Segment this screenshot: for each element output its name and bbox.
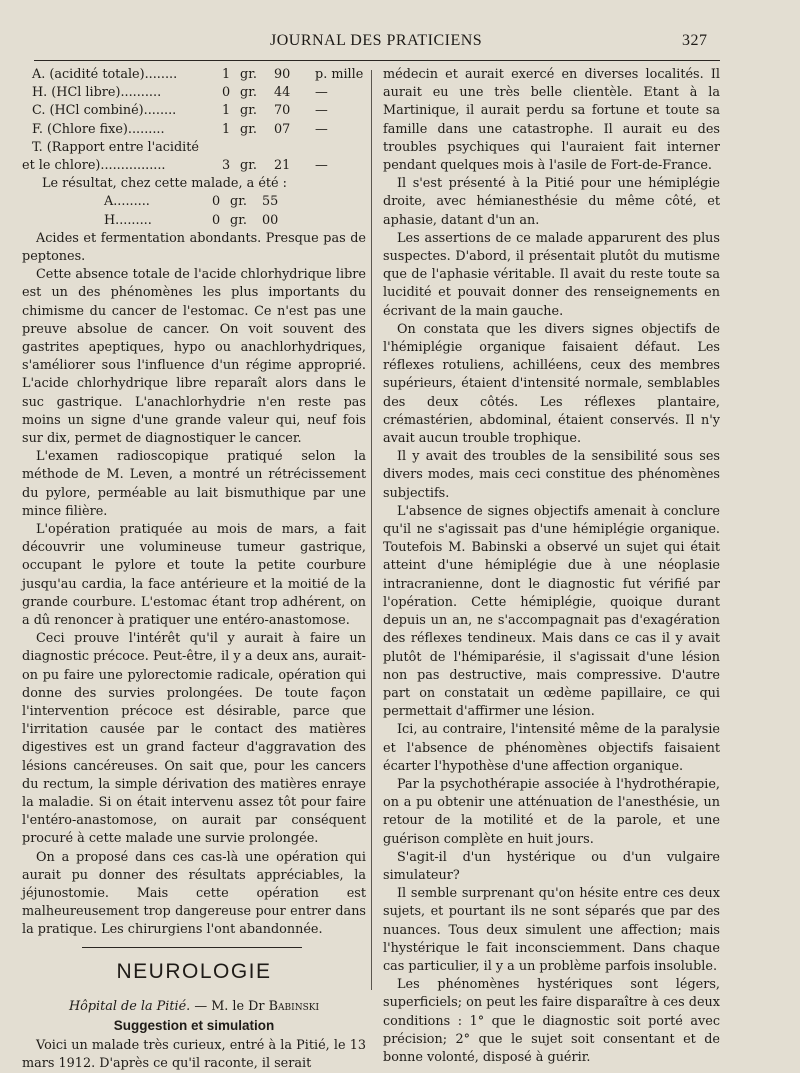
row-value: 21 <box>274 157 291 173</box>
table-row <box>22 102 366 120</box>
paragraph: Voici un malade très curieux, entré à la Pitié, le 13 mars 1912. D'après ce qu'il raconte, il serait <box>22 1037 366 1071</box>
section-rule <box>82 947 302 948</box>
row-number: 0 <box>222 85 231 101</box>
right-column <box>383 66 720 1067</box>
row-unit: gr. <box>240 85 257 101</box>
row-number: 1 <box>222 121 231 137</box>
row-number: 0 <box>212 212 221 228</box>
paragraph: L'examen radioscopique pratiqué selon la méthode de M. Leven, a montré un rétrécissement du pylore, perméable au lait bismuthique par une mince filière. <box>22 449 366 519</box>
paragraph: Par la psychothérapie associée à l'hydrothérapie, on a pu obtenir une atténuation de l'anesthésie, un retour de la motilité et de la parole, et une guérison complète en huit jours. <box>383 776 720 847</box>
paragraph: Il s'est présenté à la Pitié pour une hémiplégie droite, avec hémianesthésie du même côté, et aphasie, datant d'un an. <box>383 176 720 228</box>
row-suffix: — <box>315 121 328 137</box>
hospital-name: Hôpital de la Pitié. <box>68 998 191 1014</box>
paragraph: Cette absence totale de l'acide chlorhydrique libre est un des phénomènes les plus importants du chimisme du cancer de l'estomac. Ce n'est pas une preuve absolue de cancer. On voit souvent des gastrites apeptiques, hypo ou anachlorhydriques, s'améliorer sous l'influence d'un régime approprié. L'acide chlorhydrique libre reparaît alors dans le suc gastrique. L'anachlorhydrie n'en reste pas moins un signe d'une grande valeur qui, neuf fois sur dix, permet de diagnostiquer le cancer. <box>22 267 366 446</box>
paragraph: L'absence de signes objectifs amenait à conclure qu'il ne s'agissait pas d'une hémiplégie organique. Toutefois M. Babinski a observé un sujet qui était atteint d'une hémiplégie due à une néoplasie intracranienne, dont le diagnostic fut vérifié par l'opération. Cette hémiplégie, quoique durant depuis un an, ne s'accompagnait pas d'exagération des réflexes tendineux. Mais dans ce cas il y avait plutôt de l'hémiparésie, il s'agissait d'une lésion non pas destructive, mais compressive. D'autre part on constatait un œdème papillaire, ce qui permettait d'affirmer une lésion. <box>383 503 720 720</box>
table-row <box>22 121 366 139</box>
row-label: A......... <box>104 194 150 210</box>
table-row <box>22 157 366 175</box>
author-prefix: — M. le Dr <box>194 998 265 1014</box>
row-number: 1 <box>222 103 231 119</box>
table-row <box>22 212 366 230</box>
row-unit: gr. <box>240 121 257 137</box>
paragraph: Il y avait des troubles de la sensibilité sous ses divers modes, mais ceci constitue des phénomènes subjectifs. <box>383 449 720 501</box>
row-label: T. (Rapport entre l'acidité <box>32 139 199 155</box>
row-value: 90 <box>274 67 291 82</box>
running-header <box>0 30 800 54</box>
paragraph: L'opération pratiquée au mois de mars, a fait découvrir une volumineuse tumeur gastrique, occupant le pylore et toute la petite courbure jusqu'au cardia, la face antérieure et la moitié de la grande courbure. L'estomac étant trop adhérent, on a dû renoncer à pratiquer une entéro-anastomose. <box>22 521 366 628</box>
row-label: A. (acidité totale)........ <box>32 67 178 82</box>
paragraph: Ici, au contraire, l'intensité même de la paralysie et l'absence de phénomènes objectifs faisaient écarter l'hypothèse d'une affection organique. <box>383 722 720 774</box>
row-value: 70 <box>274 103 291 119</box>
paragraph: On a proposé dans ces cas-là une opération qui aurait pu donner des résultats appréciables, la jéjunostomie. Mais cette opération est malheureusement trop dangereuse pour entrer dans la pratique. Les chirurgiens l'ont abandonnée. <box>22 849 366 938</box>
row-value: 07 <box>274 121 291 137</box>
left-column <box>22 66 366 1073</box>
paragraph: Ceci prouve l'intérêt qu'il y aurait à faire un diagnostic précoce. Peut-être, il y a deux ans, aurait-on pu faire une pylorectomie radicale, opération qui donne des survies prolongées. De toute façon l'intervention précoce est désirable, parce que l'irritation causée par le contact des matières digestives est un grand facteur d'aggravation des lésions cancéreuses. On sait que, pour les cancers du rectum, la simple dérivation des matières enraye la maladie. Si on était intervenu assez tôt pour faire l'entéro-anastomose, on aurait par conséquent procuré à cette malade une survie prolongée. <box>22 631 366 847</box>
section-heading: NEUROLOGIE <box>116 959 272 983</box>
paragraph: On constata que les divers signes objectifs de l'hémiplégie organique faisaient défaut. Les réflexes rotuliens, achilléens, ceux des membres supérieurs, étaient d'intensité normale, semblables des deux côtés. Les réflexes plantaire, crémastérien, abdominal, étaient conservés. Il n'y avait aucun trouble trophique. <box>383 321 720 447</box>
row-value: 44 <box>274 85 291 101</box>
hospital-byline <box>22 998 366 1016</box>
row-number: 1 <box>222 67 231 82</box>
paragraph: Les phénomènes hystériques sont légers, superficiels; on peut les faire disparaître à ces deux conditions : 1° que le diagnostic soit porté avec précision; 2° que le sujet soit consentant et de bonne volonté, disposé à guérir. <box>383 977 720 1065</box>
table-row <box>22 84 366 102</box>
table-row <box>22 66 366 84</box>
row-number: 3 <box>222 157 231 173</box>
row-label: H......... <box>104 212 152 228</box>
row-label: H. (HCl libre).......... <box>32 85 162 101</box>
page-number: 327 <box>682 32 708 49</box>
result-intro: Le résultat, chez cette malade, a été : <box>42 176 287 192</box>
paragraph: Les assertions de ce malade apparurent des plus suspectes. D'abord, il présentait plutôt du mutisme que de l'aphasie véritable. Il avait du reste toute sa lucidité et pouvait donner des renseignements en écrivant de la main gauche. <box>383 230 720 319</box>
row-suffix: — <box>315 85 328 101</box>
paragraph: Acides et fermentation abondants. Presque pas de peptones. <box>22 230 366 264</box>
row-unit: gr. <box>240 67 257 82</box>
paragraph: S'agit-il d'un hystérique ou d'un vulgaire simulateur? <box>383 849 720 883</box>
table-row <box>22 139 366 157</box>
row-suffix: p. mille <box>315 67 364 82</box>
row-unit: gr. <box>230 212 247 228</box>
row-label: C. (HCl combiné)........ <box>32 103 177 119</box>
row-label: et le chlore)................ <box>22 157 166 173</box>
paragraph: Il semble surprenant qu'on hésite entre ces deux sujets, et pourtant ils ne sont séparés que par des nuances. Tous deux simulent une affection; mais l'hystérique le fait inconsciemment. Dans chaque cas particulier, il y a un problème parfois insoluble. <box>383 886 720 974</box>
row-label: F. (Chlore fixe)......... <box>32 121 165 137</box>
analysis-table <box>22 66 366 175</box>
paragraph: médecin et aurait exercé en diverses localités. Il aurait eu une très belle clientèle. Etant à la Martinique, il aurait perdu sa fortune et toute sa famille dans une catastrophe. Il aurait eu des troubles psychiques qui l'auraient fait interner pendant quelques mois à l'asile de Fort-de-France. <box>383 67 720 174</box>
header-rule <box>34 60 720 61</box>
row-suffix: — <box>315 103 328 119</box>
author-name: Babinski <box>268 998 320 1014</box>
row-unit: gr. <box>240 157 257 173</box>
row-unit: gr. <box>240 103 257 119</box>
column-divider <box>371 70 372 990</box>
row-value: 55 <box>262 194 279 210</box>
result-table <box>22 193 366 229</box>
row-number: 0 <box>212 194 221 210</box>
article-title: Suggestion et simulation <box>113 1017 275 1033</box>
table-row <box>22 193 366 211</box>
row-value: 00 <box>262 212 279 228</box>
journal-title: JOURNAL DES PRATICIENS <box>270 32 483 49</box>
row-unit: gr. <box>230 194 247 210</box>
row-suffix: — <box>315 157 328 173</box>
